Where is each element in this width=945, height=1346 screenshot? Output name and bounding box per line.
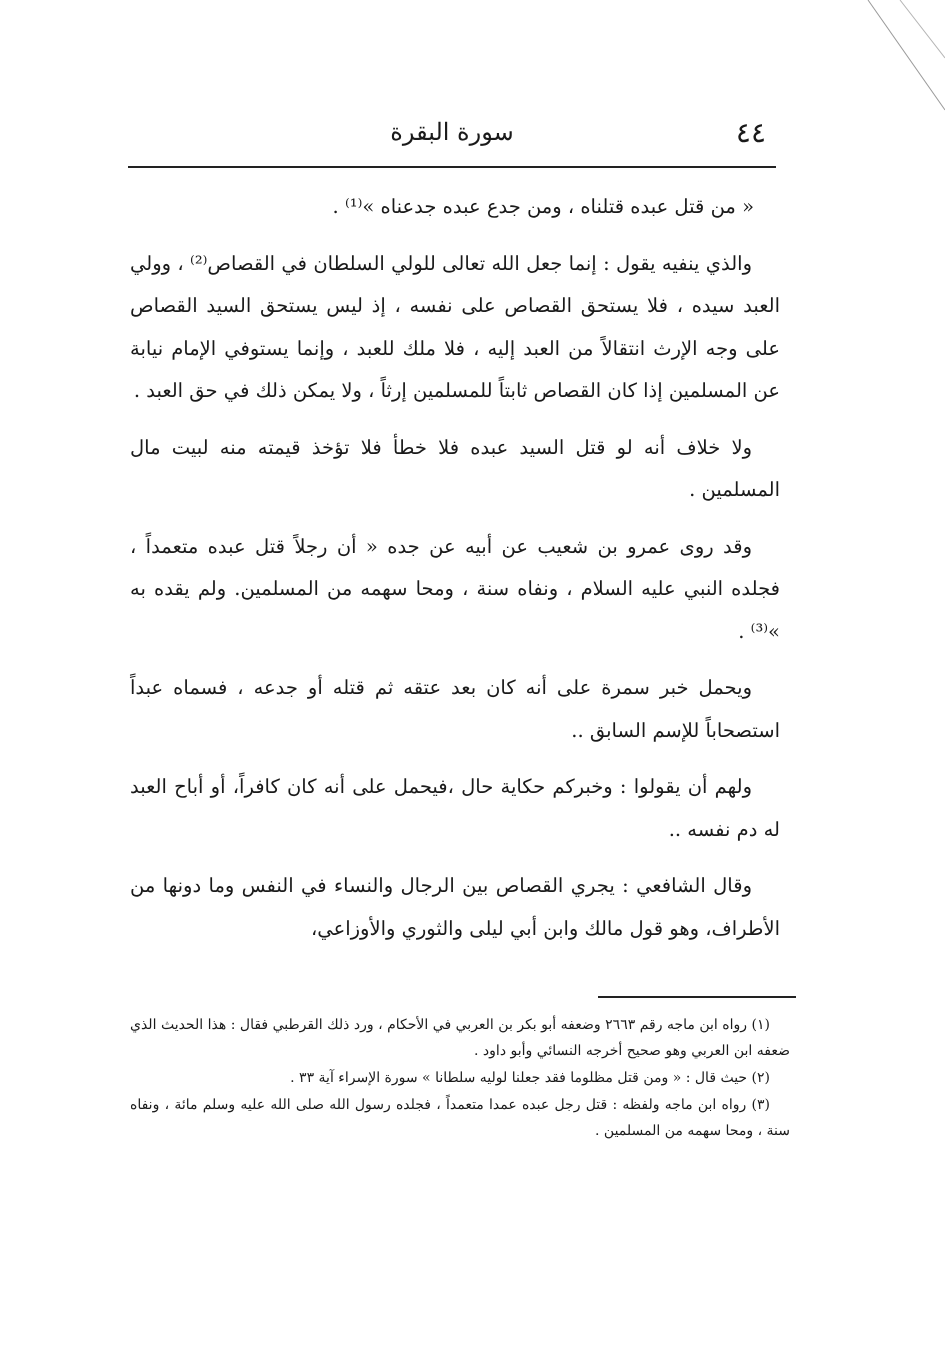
footnote: (٢) حيث قال : « ومن قتل مظلوما فقد جعلنا لوليه سلطانا » سورة الإسراء آية ٣٣ . xyxy=(290,1070,770,1086)
paragraph: ويحمل خبر سمرة على أنه كان بعد عتقه ثم قتله أو جدعه ، فسماه عبداً استصحاباً للإسم السابق .. xyxy=(130,676,780,742)
page-number: ٤٤ xyxy=(735,116,766,149)
page-header xyxy=(128,110,776,168)
paragraph: ولهم أن يقولوا : وخبركم حكاية حال ،فيحمل على أنه كان كافراً، أو أباح العبد له دم نفسه .. xyxy=(130,775,780,841)
running-title: سورة البقرة xyxy=(390,118,514,146)
scan-edge-line xyxy=(868,0,945,110)
paragraph: « من قتل عبده قتلناه ، ومن جدع عبده جدعناه »⁽¹⁾ . xyxy=(332,195,754,218)
footnote-separator xyxy=(598,996,796,998)
main-text xyxy=(130,186,780,964)
scan-edge-line xyxy=(900,0,945,58)
paragraph: والذي ينفيه يقول : إنما جعل الله تعالى للولي السلطان في القصاص⁽²⁾ ، وولي العبد سيده ، فلا يستحق القصاص على نفسه ، إذ ليس يستحق السيد القصاص على وجه الإرث انتقالاً من العبد إليه ، فلا ملك للعبد ، وإنما يستوفي الإمام نيابة عن المسلمين إذا كان القصاص ثابتاً للمسلمين إرثاً ، ولا يمكن ذلك في حق العبد . xyxy=(130,251,780,402)
footnote: (٣) رواه ابن ماجه ولفظه : قتل رجل عبده عمدا متعمداً ، فجلده رسول الله صلى الله عليه وسلم مائة ، ونفاه سنة ، ومحا سهمه من المسلمين . xyxy=(130,1097,790,1139)
footnotes xyxy=(130,1012,790,1145)
paragraph: وقد روى عمرو بن شعيب عن أبيه عن جده « أن رجلاً قتل عبده متعمداً ، فجلده النبي عليه السلام ، ونفاه سنة ، ومحا سهمه من المسلمين. ولم يقده به »⁽³⁾ . xyxy=(130,534,780,643)
paragraph: ولا خلاف أنه لو قتل السيد عبده فلا خطأ فلا تؤخذ قيمته منه لبيت مال المسلمين . xyxy=(130,435,780,501)
footnote: (١) رواه ابن ماجه رقم ٢٦٦٣ وضعفه أبو بكر بن العربي في الأحكام ، ورد ذلك القرطبي فقال : هذا الحديث الذي ضعفه ابن العربي وهو صحيح أخرجه النسائي وأبو داود . xyxy=(130,1017,790,1059)
paragraph: وقال الشافعي : يجري القصاص بين الرجال والنساء في النفس وما دونها من الأطراف، وهو قول مالك وابن أبي ليلى والثوري والأوزاعي، xyxy=(130,874,780,940)
